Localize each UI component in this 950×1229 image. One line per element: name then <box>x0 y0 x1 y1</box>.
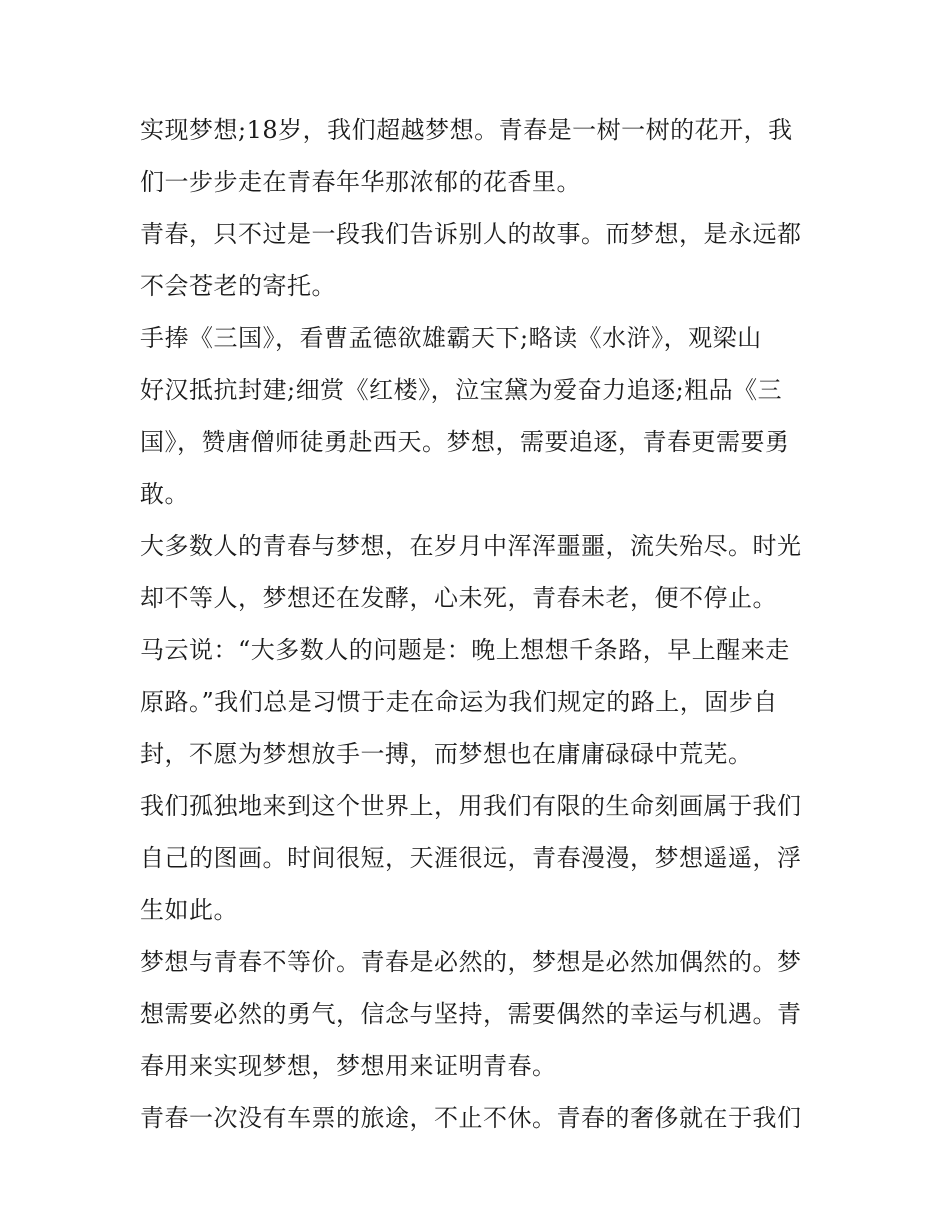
paragraph <box>140 312 820 520</box>
paragraph <box>140 208 820 312</box>
text-line: 不会苍老的寄托。 <box>140 272 336 300</box>
text-line: 实现梦想;18岁，我们超越梦想。青春是一树一树的花开，我 <box>140 116 793 144</box>
text-line: 却不等人，梦想还在发酵，心未死，青春未老，便不停止。 <box>140 584 777 612</box>
text-line: 梦想与青春不等价。青春是必然的，梦想是必然加偶然的。梦 <box>140 948 802 976</box>
text-line: 春用来实现梦想，梦想用来证明青春。 <box>140 1052 557 1080</box>
paragraph <box>140 936 820 1092</box>
text-line: 原路。”我们总是习惯于走在命运为我们规定的路上，固步自 <box>140 688 778 716</box>
paragraph <box>140 624 820 780</box>
paragraph <box>140 104 820 208</box>
text-line: 我们孤独地来到这个世界上，用我们有限的生命刻画属于我们 <box>140 792 802 820</box>
text-line: 封，不愿为梦想放手一搏，而梦想也在庸庸碌碌中荒芜。 <box>140 740 753 768</box>
text-line: 青春，只不过是一段我们告诉别人的故事。而梦想，是永远都 <box>140 220 802 248</box>
text-line: 大多数人的青春与梦想，在岁月中浑浑噩噩，流失殆尽。时光 <box>140 532 802 560</box>
text-line: 国》，赞唐僧师徒勇赴西天。梦想，需要追逐，青春更需要勇 <box>140 428 790 456</box>
text-line: 敢。 <box>140 480 189 508</box>
text-line: 手捧《三国》，看曹孟德欲雄霸天下;略读《水浒》，观梁山 <box>140 324 762 352</box>
document-body <box>140 104 820 1144</box>
text-line: 青春一次没有车票的旅途，不止不休。青春的奢侈就在于我们 <box>140 1104 802 1132</box>
text-line: 想需要必然的勇气，信念与坚持，需要偶然的幸运与机遇。青 <box>140 1000 802 1028</box>
text-line: 马云说：“大多数人的问题是：晚上想想千条路，早上醒来走 <box>140 636 790 664</box>
text-line: 好汉抵抗封建;细赏《红楼》，泣宝黛为爱奋力追逐;粗品《三 <box>140 376 783 404</box>
text-line: 自己的图画。时间很短，天涯很远，青春漫漫，梦想遥遥，浮 <box>140 844 802 872</box>
paragraph <box>140 520 820 624</box>
paragraph <box>140 1092 820 1144</box>
text-line: 们一步步走在青春年华那浓郁的花香里。 <box>140 168 581 196</box>
paragraph <box>140 780 820 936</box>
text-line: 生如此。 <box>140 896 238 924</box>
